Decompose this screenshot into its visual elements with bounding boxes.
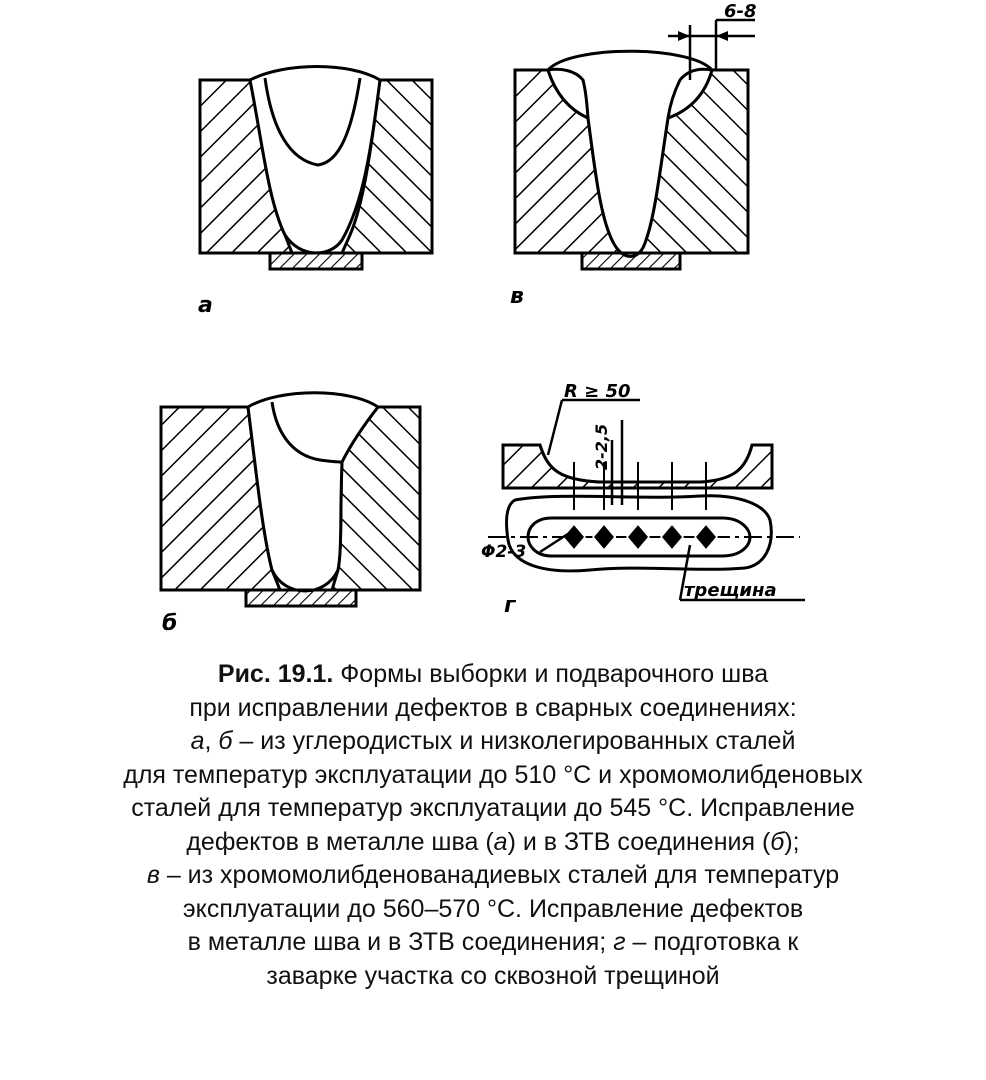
panel-g-crack-text: трещина [684, 580, 777, 601]
panel-g-section-cut [540, 445, 752, 482]
panel-b [161, 393, 420, 636]
panel-v-dim-text: 6-8 [724, 1, 757, 22]
caption-line-5: сталей для температур эксплуатации до 545 °С. Исправление [131, 794, 855, 822]
caption-line-1 [20, 658, 966, 692]
caption-text-9a: в металле шва и в ЗТВ соединения; [187, 928, 614, 956]
panel-g [481, 381, 805, 618]
panel-g-hole-text: Φ2-3 [481, 542, 527, 562]
caption-text-6b: ) и в ЗТВ соединения ( [507, 827, 771, 856]
caption-line-2: при исправлении дефектов в сварных соединениях: [189, 693, 797, 722]
caption-text-7: – из хромомолибденованадиевых сталей для температур [159, 861, 840, 889]
caption-ref-b2: б [770, 827, 785, 856]
panel-a-label: а [198, 293, 213, 318]
caption-line-8: эксплуатации до 560–570 °С. Исправление дефектов [182, 894, 804, 923]
panel-b-backing-strip [246, 590, 356, 606]
panel-v-label: в [510, 284, 524, 309]
caption-sep: , [204, 727, 219, 755]
panel-a-backing-strip [270, 253, 362, 269]
panel-g-radius-text: R ≥ 50 [564, 381, 631, 402]
figure-caption [20, 658, 966, 993]
caption-line-3 [20, 725, 966, 759]
panel-v-backing-strip [582, 253, 680, 269]
caption-text-1: Формы выборки и подварочного шва [340, 660, 769, 688]
caption-ref-a2: а [493, 827, 508, 856]
caption-line-6 [20, 826, 966, 860]
panel-b-label: б [162, 611, 178, 636]
caption-text-3: – из углеродистых и низколегированных сталей [232, 727, 796, 755]
panel-a [198, 67, 432, 319]
caption-ref-b: б [218, 727, 233, 755]
panel-g-label: г [504, 593, 516, 618]
panel-v-dim-arrow-right [716, 31, 728, 41]
panel-v-dim-arrow-left [678, 31, 690, 41]
caption-ref-a: а [190, 727, 205, 755]
panel-v [510, 1, 757, 309]
caption-line-10: заварке участка со сквозной трещиной [266, 961, 720, 990]
caption-line-9 [20, 926, 966, 960]
caption-ref-v: в [146, 861, 160, 889]
caption-line-7 [20, 859, 966, 893]
caption-text-9b: – подготовка к [625, 928, 799, 956]
figure-number: Рис. 19.1. [217, 660, 334, 688]
caption-text-6c: ); [784, 827, 800, 856]
caption-text-6a: дефектов в металле шва ( [186, 827, 494, 856]
caption-line-4: для температур эксплуатации до 510 °С и хромомолибденовых [123, 760, 863, 789]
caption-ref-g: г [613, 928, 626, 956]
panel-g-depth-text: 2-2,5 [592, 423, 611, 470]
